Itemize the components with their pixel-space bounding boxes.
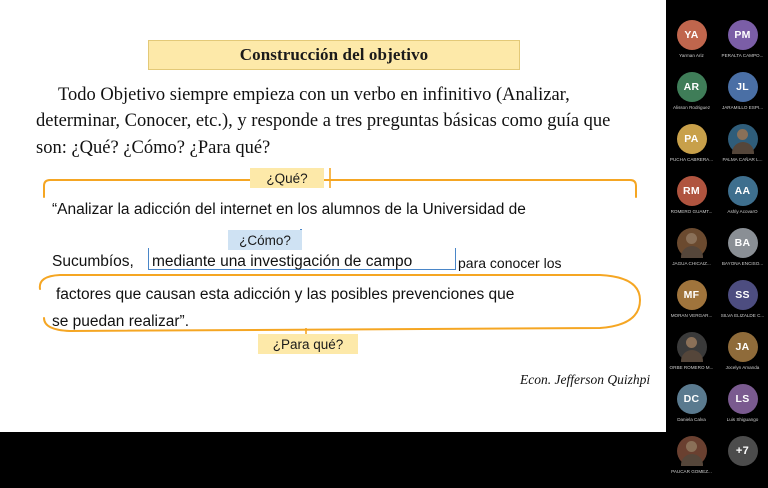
participant-name: SILVA ELIZALDE C...: [720, 313, 765, 318]
intro-paragraph: Todo Objetivo siempre empieza con un verbo en infinitivo (Analizar, determinar, Conocer, etc.), y responde a tres preguntas básicas como guía que son: ¿Qué? ¿Cómo? ¿Para qué?: [36, 85, 611, 158]
participant-name: MORAN VERGAR...: [670, 313, 713, 318]
participant-initials-avatar: PA: [677, 124, 707, 154]
participant-name: Luis Shiguango: [726, 417, 759, 422]
chip-como: ¿Cómo?: [228, 230, 302, 250]
quote-line-3: factores que causan esta adicción y las posibles prevenciones que: [56, 286, 515, 303]
quote-line-4: se puedan realizar”.: [52, 313, 189, 330]
participant-tile[interactable]: [717, 332, 768, 384]
participant-name: PERALTA CAMPO...: [721, 53, 764, 58]
participant-name: PUCHA CABRERA...: [669, 157, 714, 162]
participant-photo: [677, 436, 707, 466]
participant-initials-avatar: JL: [728, 72, 758, 102]
participant-photo: [677, 228, 707, 258]
participant-initials-avatar: MF: [677, 280, 707, 310]
participant-initials-avatar: PM: [728, 20, 758, 50]
slide-title-banner: [148, 40, 520, 70]
quote-line-1: “Analizar la adicción del internet en los alumnos de la Universidad de: [52, 201, 526, 218]
participant-tile[interactable]: [666, 280, 717, 332]
participant-name: ROMERO GUAMT...: [670, 209, 713, 214]
participant-name: PALMA CAÑAR L...: [722, 157, 763, 162]
participant-initials-avatar: BA: [728, 228, 758, 258]
participant-tile[interactable]: [717, 228, 768, 280]
participant-tile[interactable]: [717, 72, 768, 124]
page-title: Construcción del objetivo: [239, 45, 429, 64]
participant-photo: [728, 124, 758, 154]
participant-initials-avatar: RM: [677, 176, 707, 206]
participant-tile[interactable]: [666, 436, 717, 488]
participant-photo: [677, 332, 707, 362]
participant-name: JAGUA CHICAIZ...: [672, 261, 711, 266]
participant-tile[interactable]: [717, 124, 768, 176]
participant-overflow-count: +7: [728, 436, 758, 466]
participant-name: JARAMILLO ESPI...: [721, 105, 764, 110]
participant-initials-avatar: AR: [677, 72, 707, 102]
participant-name: Yarman Ariz: [679, 53, 704, 58]
participant-initials-avatar: AA: [728, 176, 758, 206]
participant-overflow-tile[interactable]: [717, 436, 768, 488]
participant-rail[interactable]: [666, 0, 768, 474]
participant-tile[interactable]: [666, 176, 717, 228]
participant-tile[interactable]: [717, 176, 768, 228]
participant-tile[interactable]: [666, 124, 717, 176]
participant-initials-avatar: SS: [728, 280, 758, 310]
chip-que: ¿Qué?: [250, 168, 324, 188]
participant-tile[interactable]: [666, 228, 717, 280]
presenter-signature: Econ. Jefferson Quizhpi: [520, 372, 651, 387]
participant-tile[interactable]: [666, 332, 717, 384]
quote-line-2c: para conocer los: [458, 255, 562, 271]
quote-line-2a: Sucumbíos,: [52, 253, 134, 270]
chip-para-que: ¿Para qué?: [258, 334, 358, 354]
participant-name: BAYONA ENCISO...: [721, 261, 764, 266]
participant-tile[interactable]: [666, 20, 717, 72]
participant-tile[interactable]: [666, 72, 717, 124]
participant-initials-avatar: DC: [677, 384, 707, 414]
participant-tile[interactable]: [717, 280, 768, 332]
participant-name: Alisson Rodriguez: [672, 105, 711, 110]
participant-tile[interactable]: [717, 20, 768, 72]
participant-name: Ashly AcovarO: [727, 209, 758, 214]
participant-initials-avatar: JA: [728, 332, 758, 362]
participant-tile[interactable]: [717, 384, 768, 436]
participant-tile[interactable]: [666, 384, 717, 436]
participant-name: PAUCAR GOMEZ...: [671, 469, 712, 474]
participant-initials-avatar: LS: [728, 384, 758, 414]
participant-name: Daniela Calva: [677, 417, 706, 422]
participant-name: ORBE ROMERO M...: [669, 365, 714, 370]
participant-name: Jocelyn Amanda: [725, 365, 760, 370]
participant-initials-avatar: YA: [677, 20, 707, 50]
quote-line-2b: mediante una investigación de campo: [152, 253, 413, 270]
